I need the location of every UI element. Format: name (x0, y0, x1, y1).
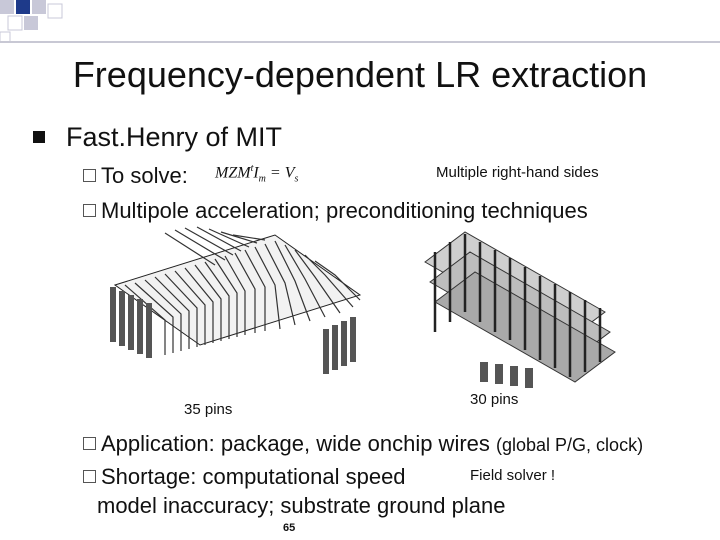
shortage-continuation: model inaccuracy; substrate ground plane (97, 493, 506, 518)
equation: $MZM^tI_m = V_s$ (215, 163, 299, 185)
hollow-square-bullet-icon (83, 470, 96, 483)
filled-square-bullet-icon (33, 131, 45, 143)
application-note: (global P/G, clock) (496, 435, 644, 455)
sub-bullet-solve (83, 163, 188, 189)
hollow-square-bullet-icon (83, 169, 96, 182)
page-number: 65 (283, 522, 296, 534)
application-text: Application: package, wide onchip wires (101, 431, 490, 456)
hollow-square-bullet-icon (83, 437, 96, 450)
corner-decoration (0, 0, 70, 45)
solve-label: To solve: (101, 163, 188, 188)
left-figure-caption: 35 pins (184, 401, 233, 418)
header-rule (0, 41, 720, 43)
sub-bullet-shortage (83, 464, 406, 490)
bullet-fasthenry: Fast.Henry of MIT (66, 122, 283, 152)
rhs-note: Multiple right-hand sides (436, 164, 599, 181)
wire-stack-30-pins-figure (405, 212, 635, 392)
right-figure-caption: 30 pins (470, 391, 519, 408)
package-35-pins-figure (105, 225, 370, 395)
hollow-square-bullet-icon (83, 204, 96, 217)
slide-title: Frequency-dependent LR extraction (72, 54, 648, 95)
sub-bullet-application (83, 431, 643, 457)
field-solver-note: Field solver ! (470, 467, 556, 484)
shortage-text: Shortage: computational speed (101, 464, 406, 489)
multipole-text: Multipole acceleration; preconditioning techniques (101, 198, 588, 223)
